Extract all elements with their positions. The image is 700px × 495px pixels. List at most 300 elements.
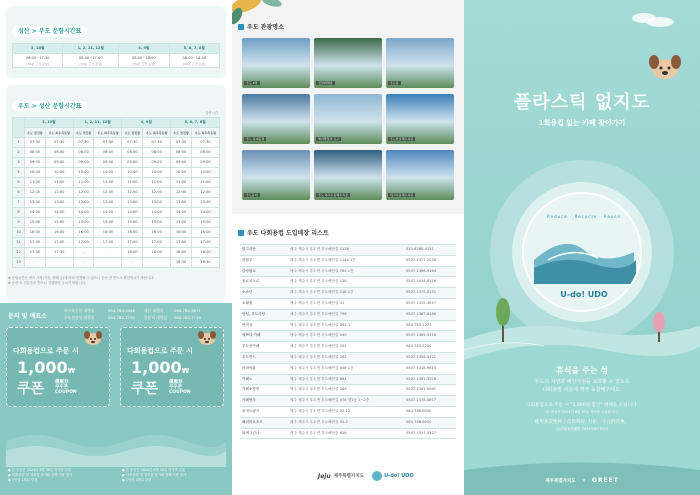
time-cell: 08:00 xyxy=(94,148,122,158)
seongsan-udo-table xyxy=(12,43,220,68)
time-cell: 17:00 xyxy=(45,238,73,248)
contact-label: 우도천진항 대합실 xyxy=(64,315,95,320)
table-row xyxy=(240,417,456,428)
coupon-amount: 1,000₩ xyxy=(17,358,76,377)
port-header: 우도 하우목동항 xyxy=(191,128,219,138)
time-cell: 13:00 xyxy=(171,198,192,208)
coupon-sub: 優惠券 쿠우폰 COUPON xyxy=(55,380,77,395)
cafe-phone: 0507-1387-6186 xyxy=(404,309,456,320)
time-cell: 10:00 xyxy=(191,168,219,178)
table-row xyxy=(240,245,456,256)
port-header: 우도 천진항 xyxy=(25,128,46,138)
time-cell: 12:00 xyxy=(25,188,46,198)
row-index: 5 xyxy=(13,178,25,188)
attraction-tile xyxy=(386,94,454,144)
table-row xyxy=(240,331,456,342)
time-cell: 12:00 xyxy=(171,188,192,198)
port-header: 우도 천진항 xyxy=(73,128,94,138)
cafe-phone: 064-766-6040 xyxy=(404,406,456,417)
bullet-icon xyxy=(238,230,244,236)
time-cell: 17:00 xyxy=(25,238,46,248)
ferry-panel xyxy=(0,0,232,495)
time-cell: 16:00 xyxy=(94,228,122,238)
cafe-phone: 0507-1414-6116 xyxy=(404,277,456,288)
attraction-label: 우도등대 xyxy=(246,193,258,197)
table-row xyxy=(240,255,456,266)
time-cell: 09:00 xyxy=(25,158,46,168)
coupon-waves xyxy=(6,411,226,467)
time-cell: 08:00~17:30 (30분 간격 운항) xyxy=(13,54,63,68)
time-cell: 13:00 xyxy=(94,198,122,208)
cafe-name: 블랑루 xyxy=(240,255,288,266)
time-cell: 18:00 xyxy=(143,248,171,258)
time-cell: 16:00 xyxy=(25,228,46,238)
table-row xyxy=(240,277,456,288)
cafe-address: 제주 제주시 우도면 우도해안길 796 xyxy=(288,309,404,320)
cafe-address: 제주 제주시 우도면 우도해안길 862-1 xyxy=(288,320,404,331)
contact-phone: 064-782-7730 xyxy=(108,315,135,320)
time-cell: 17:30 xyxy=(45,248,73,258)
time-cell: 15:00 xyxy=(143,218,171,228)
time-cell: 17:00 xyxy=(122,238,143,248)
time-cell: 12:00 xyxy=(45,188,73,198)
season-header: 4, 9월 xyxy=(119,44,169,54)
cafe-address: 제주 제주시 우도면 우도해안길 478 제1동 1~2층 xyxy=(288,396,404,407)
cafe-name: 안녕, 우도사랑 xyxy=(240,309,288,320)
time-cell: 18:00 xyxy=(191,248,219,258)
row-index: 12 xyxy=(13,248,25,258)
time-cell: - xyxy=(25,258,46,268)
cafes-heading xyxy=(238,228,329,237)
attraction-tile xyxy=(242,94,310,144)
attraction-label: 우도산호해수욕장 xyxy=(390,137,414,141)
row-index: 9 xyxy=(13,218,25,228)
cafe-phone: 010-6260-4151 xyxy=(404,245,456,256)
cafe-name: 우도봉카페 xyxy=(240,342,288,353)
time-cell: 08:00 xyxy=(45,148,73,158)
contact-title: 문의 및 예표소 xyxy=(8,313,47,320)
cafe-name: 달그리안 xyxy=(240,245,288,256)
time-cell: 11:00 xyxy=(73,178,94,188)
cafe-name: 피에그린니 xyxy=(240,428,288,439)
coupon-word: 쿠폰 xyxy=(131,381,159,397)
table-row xyxy=(240,288,456,299)
time-cell: 17:00 xyxy=(191,238,219,248)
time-cell: 16:00 xyxy=(191,228,219,238)
cafe-phone: 0507-1378-3877 xyxy=(404,396,456,407)
time-cell: 09:00 xyxy=(171,158,192,168)
season-header: 3, 10월 xyxy=(13,44,63,54)
port-header: 우도 하우목동항 xyxy=(45,128,73,138)
cafe-phone: 0507-1477-2036 xyxy=(404,255,456,266)
cover-subtitle: 1회용컵 없는 카페 찾아가기 xyxy=(538,119,626,127)
cafe-address: 제주 제주시 우도면 우도해안길 458 1층 xyxy=(288,363,404,374)
time-cell: 10:00 xyxy=(143,168,171,178)
time-cell: 08:00 xyxy=(171,148,192,158)
table-row xyxy=(240,406,456,417)
time-cell: 14:00 xyxy=(25,208,46,218)
time-cell: 16:00 xyxy=(171,228,192,238)
attractions-panel xyxy=(232,0,464,495)
table-row xyxy=(240,266,456,277)
time-cell: 07:30 xyxy=(143,138,171,148)
footer-greet: GREET xyxy=(591,477,619,484)
table-row xyxy=(13,138,220,148)
time-cell: 10:00 xyxy=(171,168,192,178)
cafe-name: 카페노 xyxy=(240,374,288,385)
cafe-name: 볼로모노로 xyxy=(240,277,288,288)
logo-row xyxy=(318,471,414,481)
cafe-address: 제주 제주시 우도면 우도해안길 664 xyxy=(288,374,404,385)
table-row xyxy=(13,258,220,268)
cafe-phone: 0507-1356-4121 xyxy=(404,352,456,363)
cafe-name: 블랑썸로 xyxy=(240,266,288,277)
time-cell: 07:30 xyxy=(94,138,122,148)
cafe-phone: 0507-1317-5327 xyxy=(404,428,456,439)
cover-title: 플라스틱 없지도 xyxy=(514,92,650,113)
time-cell: 17:00 xyxy=(143,238,171,248)
row-index: 13 xyxy=(13,258,25,268)
time-cell: 07:30 xyxy=(191,138,219,148)
time-cell: 10:00 xyxy=(25,168,46,178)
coupon-word: 쿠폰 xyxy=(17,381,45,397)
time-cell: 14:00 xyxy=(191,208,219,218)
table-row xyxy=(13,148,220,158)
table-row xyxy=(13,168,220,178)
table-row xyxy=(13,218,220,228)
time-cell: 18:30 xyxy=(191,258,219,268)
cover-panel xyxy=(464,0,700,495)
time-cell: 13:00 xyxy=(143,198,171,208)
cafe-name: 소소단 xyxy=(240,288,288,299)
cover-para3: 使用多次性杯子点饮料时, 打折一千元的优惠。 xyxy=(534,420,630,425)
time-cell: 09:00 xyxy=(94,158,122,168)
row-index: 3 xyxy=(13,158,25,168)
time-cell: 18:00 xyxy=(122,248,143,258)
time-cell: 08:00 xyxy=(73,148,94,158)
coupon-card xyxy=(6,327,110,407)
dog-icon xyxy=(83,330,103,350)
cover-para2-sub: (본 쿠폰은 2024년 6월 30일 까지만 유효합니다) xyxy=(545,410,619,414)
cafe-phone: 064-783-2277 xyxy=(404,320,456,331)
time-cell: 15:00 xyxy=(25,218,46,228)
coupon-sub: 優惠券 쿠우폰 COUPON xyxy=(169,380,191,395)
attraction-grid xyxy=(242,38,456,208)
cafe-phone: 0507-1375-5251 xyxy=(404,288,456,299)
time-cell: 09:00 xyxy=(122,158,143,168)
cafe-address: 제주 제주시 우도면 우도해안길 262 xyxy=(288,352,404,363)
time-cell: 16:00 xyxy=(45,228,73,238)
time-cell: 09:00 xyxy=(143,158,171,168)
table-row xyxy=(240,320,456,331)
cafe-name: 우도반드 xyxy=(240,352,288,363)
season-header: 3, 10월 xyxy=(25,118,74,128)
udo-logo: U-do! UDO xyxy=(384,473,414,479)
time-cell: 17:30 xyxy=(25,248,46,258)
cafe-phone: 0507-1315-3057 xyxy=(404,298,456,309)
cover-para3-sub: (本活动有效期限 2024年6月30日) xyxy=(555,427,609,431)
attraction-label: 우도 하고수동해수욕장 xyxy=(318,193,348,197)
time-cell: 11:00 xyxy=(45,178,73,188)
time-cell: - xyxy=(94,258,122,268)
contact-label: 종달리 대합실 xyxy=(144,315,168,320)
attraction-label: 하고수동해수욕장 xyxy=(390,193,414,197)
time-cell: 16:00 xyxy=(143,228,171,238)
time-cell: 08:00 xyxy=(25,148,46,158)
table-row xyxy=(240,374,456,385)
time-cell: 17:00 xyxy=(73,238,94,248)
jeju-name: 제주특별자치도 xyxy=(333,474,365,479)
time-cell: 10:00 xyxy=(73,168,94,178)
cafe-phone: 0507-1365-5316 xyxy=(404,331,456,342)
cafe-phone: 0507-1391-3026 xyxy=(404,374,456,385)
cafe-address: 제주 제주시 우도면 우도해안길 128 xyxy=(288,277,404,288)
udo-seongsan-title: 우도 > 성산 운항시간표 xyxy=(12,101,87,112)
time-cell: 08:00~17:00 (30분 간격 운항) xyxy=(63,54,119,68)
time-cell: 12:00 xyxy=(94,188,122,198)
time-cell: 14:00 xyxy=(45,208,73,218)
cafe-name: 예쁘다 카페 xyxy=(240,331,288,342)
cover-para1: 우도의 자연과 해양자원을 보호할 수 있도록 다회용컵 사용에 적극 동참해주세요. xyxy=(534,379,630,393)
attraction-tile xyxy=(242,38,310,88)
row-index: 11 xyxy=(13,238,25,248)
ferry-note: ※ 운항시간은 현지 사정(기상, 물때 등)에 따라 변경될 수 있으니 승선 전 반드시 확인하시기 바랍니다. xyxy=(8,276,155,280)
cafe-name: 소래원 xyxy=(240,298,288,309)
time-cell: 07:30 xyxy=(73,138,94,148)
time-cell: 07:30 xyxy=(122,138,143,148)
cafe-name: 연어상 xyxy=(240,320,288,331)
time-cell: 11:00 xyxy=(191,178,219,188)
footer-x: × xyxy=(581,477,586,484)
time-cell: 15:00 xyxy=(94,218,122,228)
attraction-label: 우도 등대공원 xyxy=(246,137,265,141)
time-cell: 16:00 xyxy=(122,228,143,238)
time-cell: - xyxy=(73,258,94,268)
cafe-phone: 0507-1391-9061 xyxy=(404,385,456,396)
attraction-label: 우도 8경 xyxy=(246,81,258,85)
row-index: 7 xyxy=(13,198,25,208)
table-row xyxy=(240,396,456,407)
attraction-tile xyxy=(386,38,454,88)
time-cell: 11:00 xyxy=(25,178,46,188)
dog-icon xyxy=(197,330,217,350)
time-cell: 13:00 xyxy=(45,198,73,208)
cafe-address: 제주 제주시 우도면 우도해안길 518 1층 xyxy=(288,288,404,299)
time-cell: 15:00 xyxy=(191,218,219,228)
attraction-tile xyxy=(314,38,382,88)
footer-jeju: 제주특별자치도 xyxy=(545,478,576,484)
cafe-address: 제주 제주시 우도면 우도해안길 783 1층 xyxy=(288,266,404,277)
season-header: 5, 6, 7, 8월 xyxy=(169,44,219,54)
coupon-line1: 다회용컵으로 주문 시 xyxy=(127,347,193,355)
coupon-line1: 다회용컵으로 주문 시 xyxy=(13,347,79,355)
time-cell: 09:00 xyxy=(45,158,73,168)
time-cell: 08:00~18:30 (30분 간격 운항) xyxy=(169,54,219,68)
time-cell: 15:00 xyxy=(171,218,192,228)
time-cell: - xyxy=(45,258,73,268)
time-cell: 09:00 xyxy=(73,158,94,168)
table-row xyxy=(240,298,456,309)
udo-seongsan-box xyxy=(6,85,226,299)
table-row xyxy=(13,188,220,198)
time-cell: 08:00 xyxy=(122,148,143,158)
time-cell: 14:00 xyxy=(73,208,94,218)
time-cell: 08:00 xyxy=(143,148,171,158)
cafe-phone: 064-783-5254 xyxy=(404,342,456,353)
time-cell: 08:00 xyxy=(191,148,219,158)
coupon-amount: 1,000₩ xyxy=(131,358,190,377)
udo-logo-icon xyxy=(372,471,382,481)
attraction-tile xyxy=(314,150,382,200)
attraction-label: 해녀박물관 포구 xyxy=(318,137,340,141)
row-index: 4 xyxy=(13,168,25,178)
table-row xyxy=(240,309,456,320)
cafe-phone: 064-766-6020 xyxy=(404,417,456,428)
seongsan-udo-box xyxy=(6,6,226,78)
table-row xyxy=(13,238,220,248)
time-cell: 14:00 xyxy=(94,208,122,218)
time-cell: 07:30 xyxy=(25,138,46,148)
time-cell: 14:00 xyxy=(143,208,171,218)
time-cell: 13:00 xyxy=(25,198,46,208)
bullet-icon xyxy=(238,24,244,30)
contact-phone: 064-783-0448 xyxy=(108,308,135,313)
row-index: 6 xyxy=(13,188,25,198)
time-cell: 17:00 xyxy=(94,238,122,248)
coupon-notes: ● 본 쿠폰은 2024년 6월 30일 까지만 유효 ● 다회용컵 및 일회용 용기와 함께 사용 불가 ● 1인당 1회로 한정 xyxy=(8,468,73,482)
time-cell: 13:00 xyxy=(191,198,219,208)
time-cell: 13:00 xyxy=(122,198,143,208)
cafe-address: 제주 제주시 우도면 우도해안길 252 xyxy=(288,342,404,353)
badge-text: Reduce · Recycle · Reuse xyxy=(547,214,621,219)
cafe-name: 꼼마트렁크 xyxy=(240,406,288,417)
dog-icon xyxy=(648,54,682,84)
time-cell: 16:00 xyxy=(73,228,94,238)
time-cell: 07:30 xyxy=(45,138,73,148)
cafe-name: 해녀의오호르 xyxy=(240,417,288,428)
time-cell: 11:00 xyxy=(171,178,192,188)
time-cell: 07:30 xyxy=(171,138,192,148)
attraction-label: 검멀레해변 xyxy=(318,81,333,85)
time-cell: 15:00 xyxy=(73,218,94,228)
table-row xyxy=(240,385,456,396)
cafe-phone: 0507-1398-9164 xyxy=(404,266,456,277)
unit-label: 출항시간 xyxy=(205,111,218,115)
table-row xyxy=(13,158,220,168)
table-row xyxy=(240,428,456,439)
time-cell: 12:00 xyxy=(143,188,171,198)
cover-footer xyxy=(464,477,700,484)
time-cell: - xyxy=(122,258,143,268)
season-header: 1, 2, 11, 12월 xyxy=(73,118,122,128)
cafe-phone: 0507-1318-9614 xyxy=(404,363,456,374)
time-cell: 11:00 xyxy=(143,178,171,188)
port-header: 우도 천진항 xyxy=(171,128,192,138)
cafe-address: 제주 제주시 우도면 우도해안길 1144 1층 xyxy=(288,255,404,266)
ferry-note: ※ 승선 시 신분증을 반드시 지참하여 주시기 바랍니다. xyxy=(8,281,87,285)
table-row xyxy=(240,352,456,363)
season-header: 1, 2, 11, 12월 xyxy=(63,44,119,54)
time-cell: 10:00 xyxy=(94,168,122,178)
time-cell: 11:00 xyxy=(94,178,122,188)
cafe-address: 제주 제주시 우도면 우도해안길 626 xyxy=(288,428,404,439)
table-row xyxy=(13,228,220,238)
time-cell: - xyxy=(143,258,171,268)
udo-seongsan-table xyxy=(12,117,220,268)
contact-phone: 064-782-7719 xyxy=(174,315,201,320)
corner-cell xyxy=(13,118,25,138)
seongsan-udo-title: 성산 > 우도 운항시간표 xyxy=(12,26,87,37)
cafe-address: 제주 제주시 우도면 우도해안길 41 xyxy=(288,298,404,309)
time-cell: 09:00 xyxy=(191,158,219,168)
time-cell: 14:00 xyxy=(122,208,143,218)
cafe-address: 제주 제주시 우도면 우도해안길 32-12 xyxy=(288,406,404,417)
port-header: 우도 하우목동항 xyxy=(94,128,122,138)
row-index: 2 xyxy=(13,148,25,158)
coupon-card xyxy=(120,327,224,407)
table-row xyxy=(13,208,220,218)
time-cell: - xyxy=(73,248,94,258)
ferry-notes xyxy=(8,276,224,286)
table-row xyxy=(13,178,220,188)
time-cell: 18:00 xyxy=(171,248,192,258)
attraction-tile xyxy=(314,94,382,144)
table-row xyxy=(240,342,456,353)
time-cell: 10:00 xyxy=(122,168,143,178)
time-cell: 13:00 xyxy=(73,198,94,208)
attraction-tile xyxy=(242,150,310,200)
udo-badge xyxy=(522,192,642,312)
port-header: 우도 천진항 xyxy=(122,128,143,138)
time-cell: 15:00 xyxy=(122,218,143,228)
cover-para2: 다회용컵으로 주문 시 "1,000원 할인" 혜택을 드립니다. xyxy=(526,403,638,408)
row-index: 8 xyxy=(13,208,25,218)
time-cell: 12:00 xyxy=(191,188,219,198)
time-cell: 12:00 xyxy=(73,188,94,198)
cafe-table xyxy=(240,244,456,439)
time-cell: 12:00 xyxy=(122,188,143,198)
badge-name: U-do! UDO xyxy=(560,290,608,299)
time-cell: - xyxy=(94,248,122,258)
cafe-address: 제주 제주시 우도면 우도해안길 540 xyxy=(288,331,404,342)
table-row xyxy=(240,363,456,374)
contact-list xyxy=(64,307,228,321)
row-index: 1 xyxy=(13,138,25,148)
cafe-address: 제주 제주시 우도면 우도해안길 32-2 xyxy=(288,417,404,428)
time-cell: 17:00 xyxy=(171,238,192,248)
attractions-title: 우도 관광명소 xyxy=(247,24,284,31)
cover-tagline: 휴식을 주는 섬 xyxy=(556,366,608,375)
row-index: 10 xyxy=(13,228,25,238)
time-cell: 10:00 xyxy=(45,168,73,178)
contact-phone: 064-782-5671 xyxy=(174,308,201,313)
time-cell: 08:00~18:00 (30분 간격 운항) xyxy=(119,54,169,68)
attractions-heading xyxy=(238,22,284,31)
table-row xyxy=(13,198,220,208)
coupon-section xyxy=(0,303,232,495)
time-cell: 18:30 xyxy=(171,258,192,268)
attraction-tile xyxy=(386,150,454,200)
time-cell: 11:00 xyxy=(122,178,143,188)
contact-label: 성산 대합실 xyxy=(144,308,164,313)
cafe-address: 제주 제주시 우도면 우도해안길 289 xyxy=(288,385,404,396)
contact-label: 하우목동항 대합실 xyxy=(64,308,95,313)
cafe-name: 카페윈투 xyxy=(240,396,288,407)
cafe-name: 파파야홈 xyxy=(240,363,288,374)
table-row xyxy=(13,248,220,258)
attraction-label: 우도봉 xyxy=(390,81,399,85)
port-header: 우도 하우목동항 xyxy=(143,128,171,138)
